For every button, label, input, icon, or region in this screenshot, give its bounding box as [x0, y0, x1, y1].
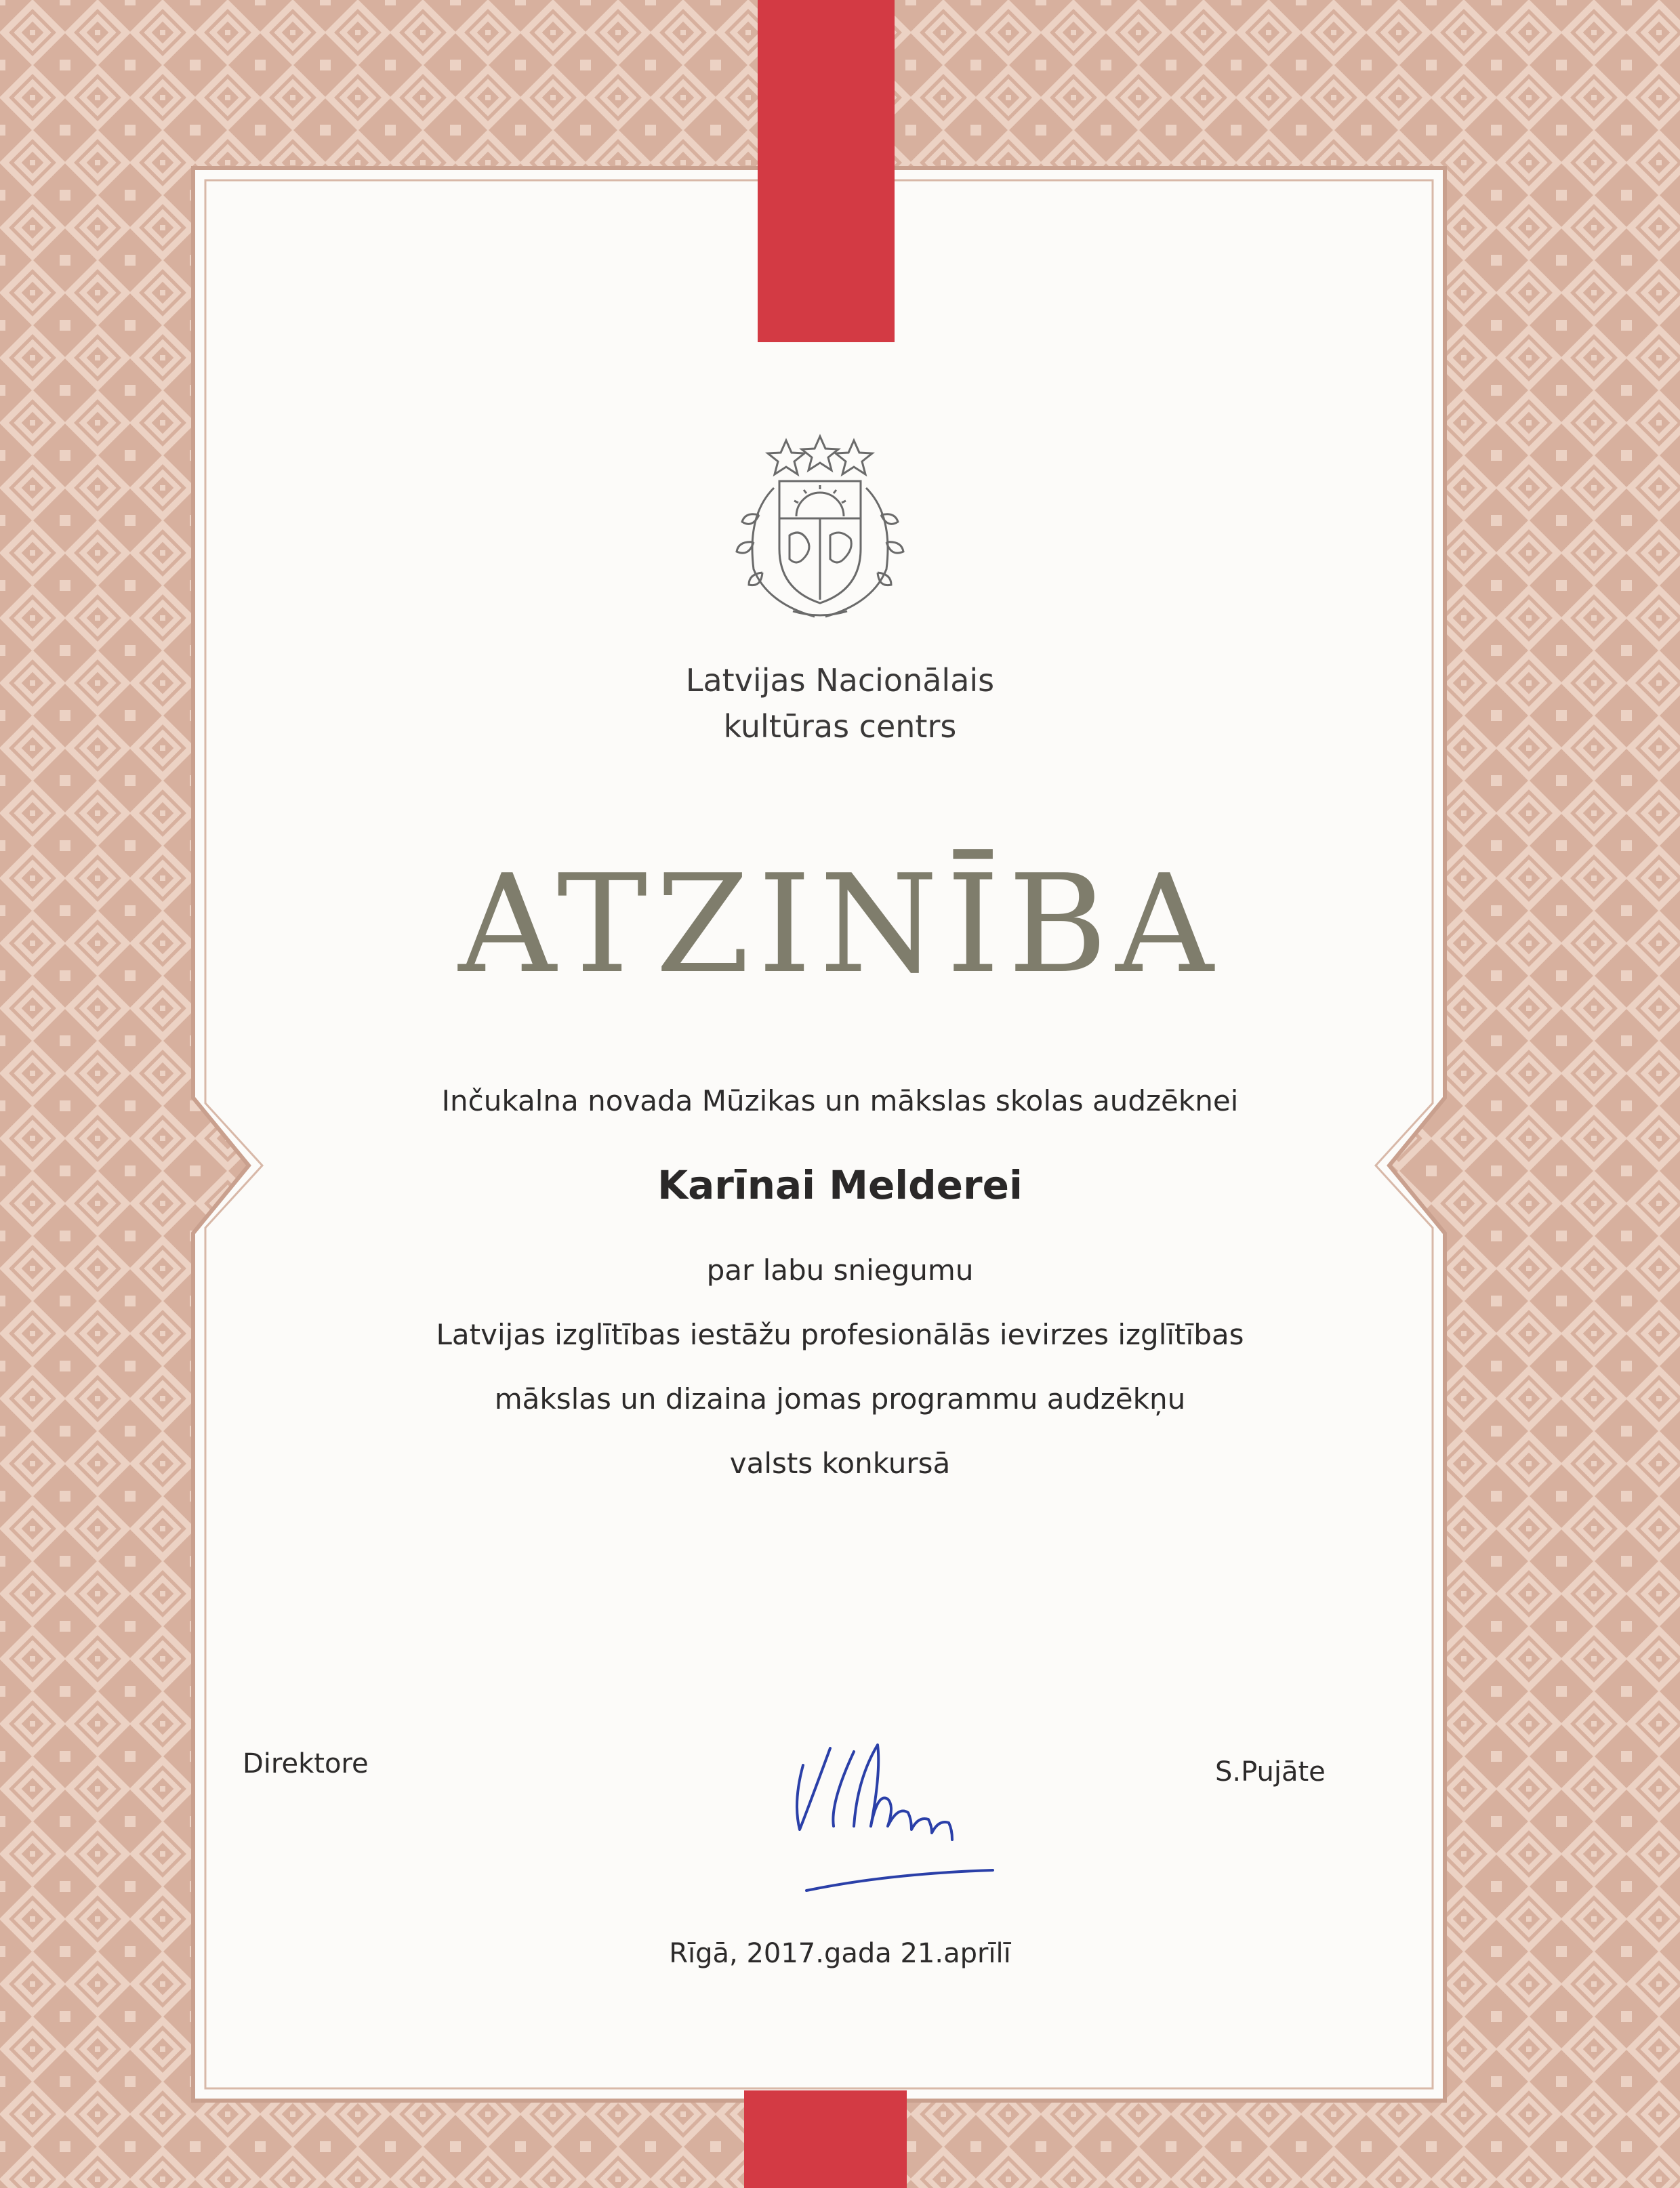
signer-role: Direktore — [243, 1748, 369, 1779]
recipient-name: Karīnai Melderei — [657, 1162, 1023, 1208]
competition-line-3: valsts konkursā — [729, 1447, 951, 1480]
certificate-title: ATZINĪBA — [458, 846, 1222, 1004]
competition-line-2: mākslas un dizaina jomas programmu audzēkņu — [494, 1382, 1186, 1416]
bottom-ribbon — [744, 2090, 907, 2188]
competition-line-1: Latvijas izglītības iestāžu profesionālās ievirzes izglītības — [436, 1318, 1244, 1351]
place-and-date: Rīgā, 2017.gada 21.aprīlī — [669, 1938, 1011, 1969]
organization-line1: Latvijas Nacionālais — [685, 662, 995, 699]
organization-name — [0, 657, 1680, 749]
signer-name: S.Pujāte — [1215, 1756, 1326, 1788]
school-line: Inčukalna novada Mūzikas un mākslas skolas audzēknei — [441, 1084, 1239, 1117]
reason-line: par labu sniegumu — [706, 1254, 974, 1287]
latvia-coat-of-arms-icon — [712, 434, 928, 630]
top-ribbon — [758, 0, 895, 342]
handwritten-signature — [779, 1725, 1003, 1914]
organization-line2: kultūras centrs — [723, 708, 957, 745]
